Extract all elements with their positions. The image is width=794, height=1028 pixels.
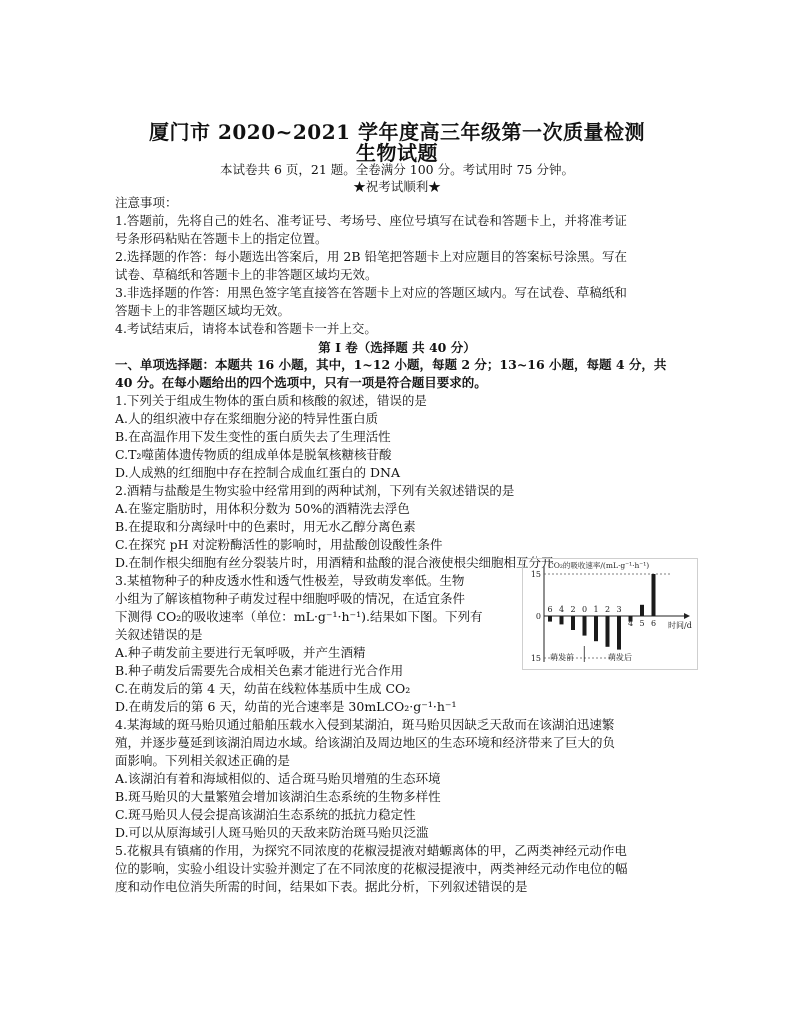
x-tick-label: 2 [570,605,576,614]
x-tick-label: 5 [639,619,645,628]
question-5-stem: 5.花椒具有镇痛的作用，为探究不同浓度的花椒浸提液对蜡螈离体的甲，乙两类神经元动作电 [115,843,627,858]
question-3-option-a: A.种子萌发前主要进行无氧呼吸，并产生酒精 [115,645,366,660]
y-tick-label: 0 [535,612,541,621]
exam-title: 厦门市 2020~2021 学年度高三年级第一次质量检测 [148,120,645,144]
question-2-option-b: B.在提取和分离绿叶中的色素时，用无水乙醇分离色素 [115,519,416,534]
x-tick-label: 0 [581,605,588,614]
x-tick-label: 6 [650,619,657,628]
question-2-option-c: C.在探究 pH 对淀粉酶活性的影响时，用盐酸创设酸性条件 [115,537,443,552]
section-one-instructions: 40 分。在每小题给出的四个选项中，只有一项是符合题目要求的。 [115,375,487,390]
exam-subject: 生物试题 [356,141,438,165]
question-4-stem: 面影响。下列相关叙述正确的是 [115,753,291,768]
good-luck-note: ★祝考试顺利★ [353,179,441,194]
x-tick-label: 1 [593,605,599,614]
note-line: 4.考试结束后，请将本试卷和答题卡一并上交。 [115,321,377,336]
y-tick-label: 15 [530,654,541,663]
x-axis-arrow [684,613,690,619]
question-1-stem: 1.下列关于组成生物体的蛋白质和核酸的叙述，错误的是 [115,393,427,408]
question-3-option-b: B.种子萌发后需要先合成相关色素才能进行光合作用 [115,663,404,678]
y-tick-label: 15 [530,570,541,579]
question-3-stem: 下测得 CO₂的吸收速率（单位：mL·g⁻¹·h⁻¹).结果如下图。下列有 [115,609,483,624]
chart-bar [594,616,598,641]
question-3-option-c: C.在萌发后的第 4 天，幼苗在线粒体基质中生成 CO₂ [115,681,411,696]
note-line: 2.选择题的作答：每小题选出答案后，用 2B 铅笔把答题卡上对应题目的答案标号涂黑。写在 [115,249,628,264]
question-3-option-d: D.在萌发后的第 6 天，幼苗的光合速率是 30mLCO₂·g⁻¹·h⁻¹ [115,699,457,714]
x-tick-label: 2 [604,605,611,614]
x-tick-label: 4 [558,605,565,614]
chart-bar [617,616,621,650]
chart-bar [560,616,564,624]
question-5-stem: 位的影响，实验小组设计实验并测定了在不同浓度的花椒浸提液中，两类神经元动作电位的幅 [115,861,628,876]
question-3-stem: 小组为了解该植物种子萌发过程中细胞呼吸的情况，在适宜条件 [115,591,466,606]
y-axis-label: CO₂的吸收速率/(mL·g⁻¹·h⁻¹) [548,561,650,570]
co2-chart-svg [522,558,698,670]
note-line: 3.非选择题的作答：用黑色签字笔直接答在答题卡上对应的答题区域内。写在试卷、草稿纸和 [115,285,627,300]
region-label-before: 萌发前 [550,653,574,662]
question-4-stem: 殖，并逐步蔓延到该湖泊周边水域。给该湖泊及周边地区的生态环境和经济带来了巨大的负 [115,735,616,750]
question-3-stem: 3.某植物种子的种皮透水性和透气性极差，导致萌发率低。生物 [115,573,465,588]
note-line: 号条形码粘贴在答题卡上的指定位置。 [115,231,328,246]
note-line: 1.答题前，先将自己的姓名、准考证号、考场号、座位号填写在试卷和答题卡上，并将准考证 [115,213,627,228]
question-4-stem: 4.某海域的斑马贻贝通过船舶压载水入侵到某湖泊，斑马贻贝因缺乏天敌而在该湖泊迅速繁 [115,717,615,732]
chart-bar [548,616,552,622]
x-tick-label: 3 [616,605,622,614]
question-2-stem: 2.酒精与盐酸是生物实验中经常用到的两种试剂，下列有关叙述错误的是 [115,483,515,498]
chart-bar [606,616,610,647]
note-line: 答题卡上的非答题区域均无效。 [115,303,291,318]
notes-heading: 注意事项： [115,195,178,210]
chart-bar [571,616,575,630]
chart-bar [652,574,656,616]
question-1-option-d: D.人成熟的红细胞中存在控制合成血红蛋白的 DNA [115,465,401,480]
x-tick-label: 4 [627,619,634,628]
question-1-option-c: C.T₂噬菌体遗传物质的组成单体是脱氧核糖核苷酸 [115,447,392,462]
question-4-option-a: A.该湖泊有着和海域相似的、适合斑马贻贝增殖的生态环境 [115,771,441,786]
part-one-title: 第 I 卷（选择题 共 40 分） [318,340,476,355]
x-tick-label: 6 [547,605,553,614]
question-2-option-a: A.在鉴定脂肪时，用体积分数为 50%的酒精洗去浮色 [115,501,410,516]
section-one-instructions: 一、单项选择题：本题共 16 小题，其中，1~12 小题，每题 2 分；13~16 小题，每题 4 分，共 [115,357,667,372]
question-5-stem: 度和动作电位消失所需的时间，结果如下表。据此分析，下列叙述错误的是 [115,879,528,894]
note-line: 试卷、草稿纸和答题卡上的非答题区域均无效。 [115,267,378,282]
question-4-option-c: C.斑马贻贝人侵会提高该湖泊生态系统的抵抗力稳定性 [115,807,416,822]
co2-absorption-chart [522,558,698,670]
x-axis-label: 时间/d [668,621,692,630]
chart-bar [640,605,644,616]
question-2-option-d: D.在制作根尖细胞有丝分裂装片时，用酒精和盐酸的混合液使根尖细胞相互分开 [115,555,554,570]
question-4-option-d: D.可以从原海域引人斑马贻贝的天敌来防治斑马贻贝泛滥 [115,825,429,840]
question-1-option-a: A.人的组织液中存在浆细胞分泌的特异性蛋白质 [115,411,379,426]
question-3-stem: 关叙述错误的是 [115,627,203,642]
question-4-option-b: B.斑马贻贝的大量繁殖会增加该湖泊生态系统的生物多样性 [115,789,441,804]
region-label-after: 萌发后 [608,653,632,662]
question-1-option-b: B.在高温作用下发生变性的蛋白质失去了生理活性 [115,429,391,444]
exam-info: 本试卷共 6 页，21 题。全卷满分 100 分。考试用时 75 分钟。 [220,162,574,177]
chart-bar [583,616,587,636]
